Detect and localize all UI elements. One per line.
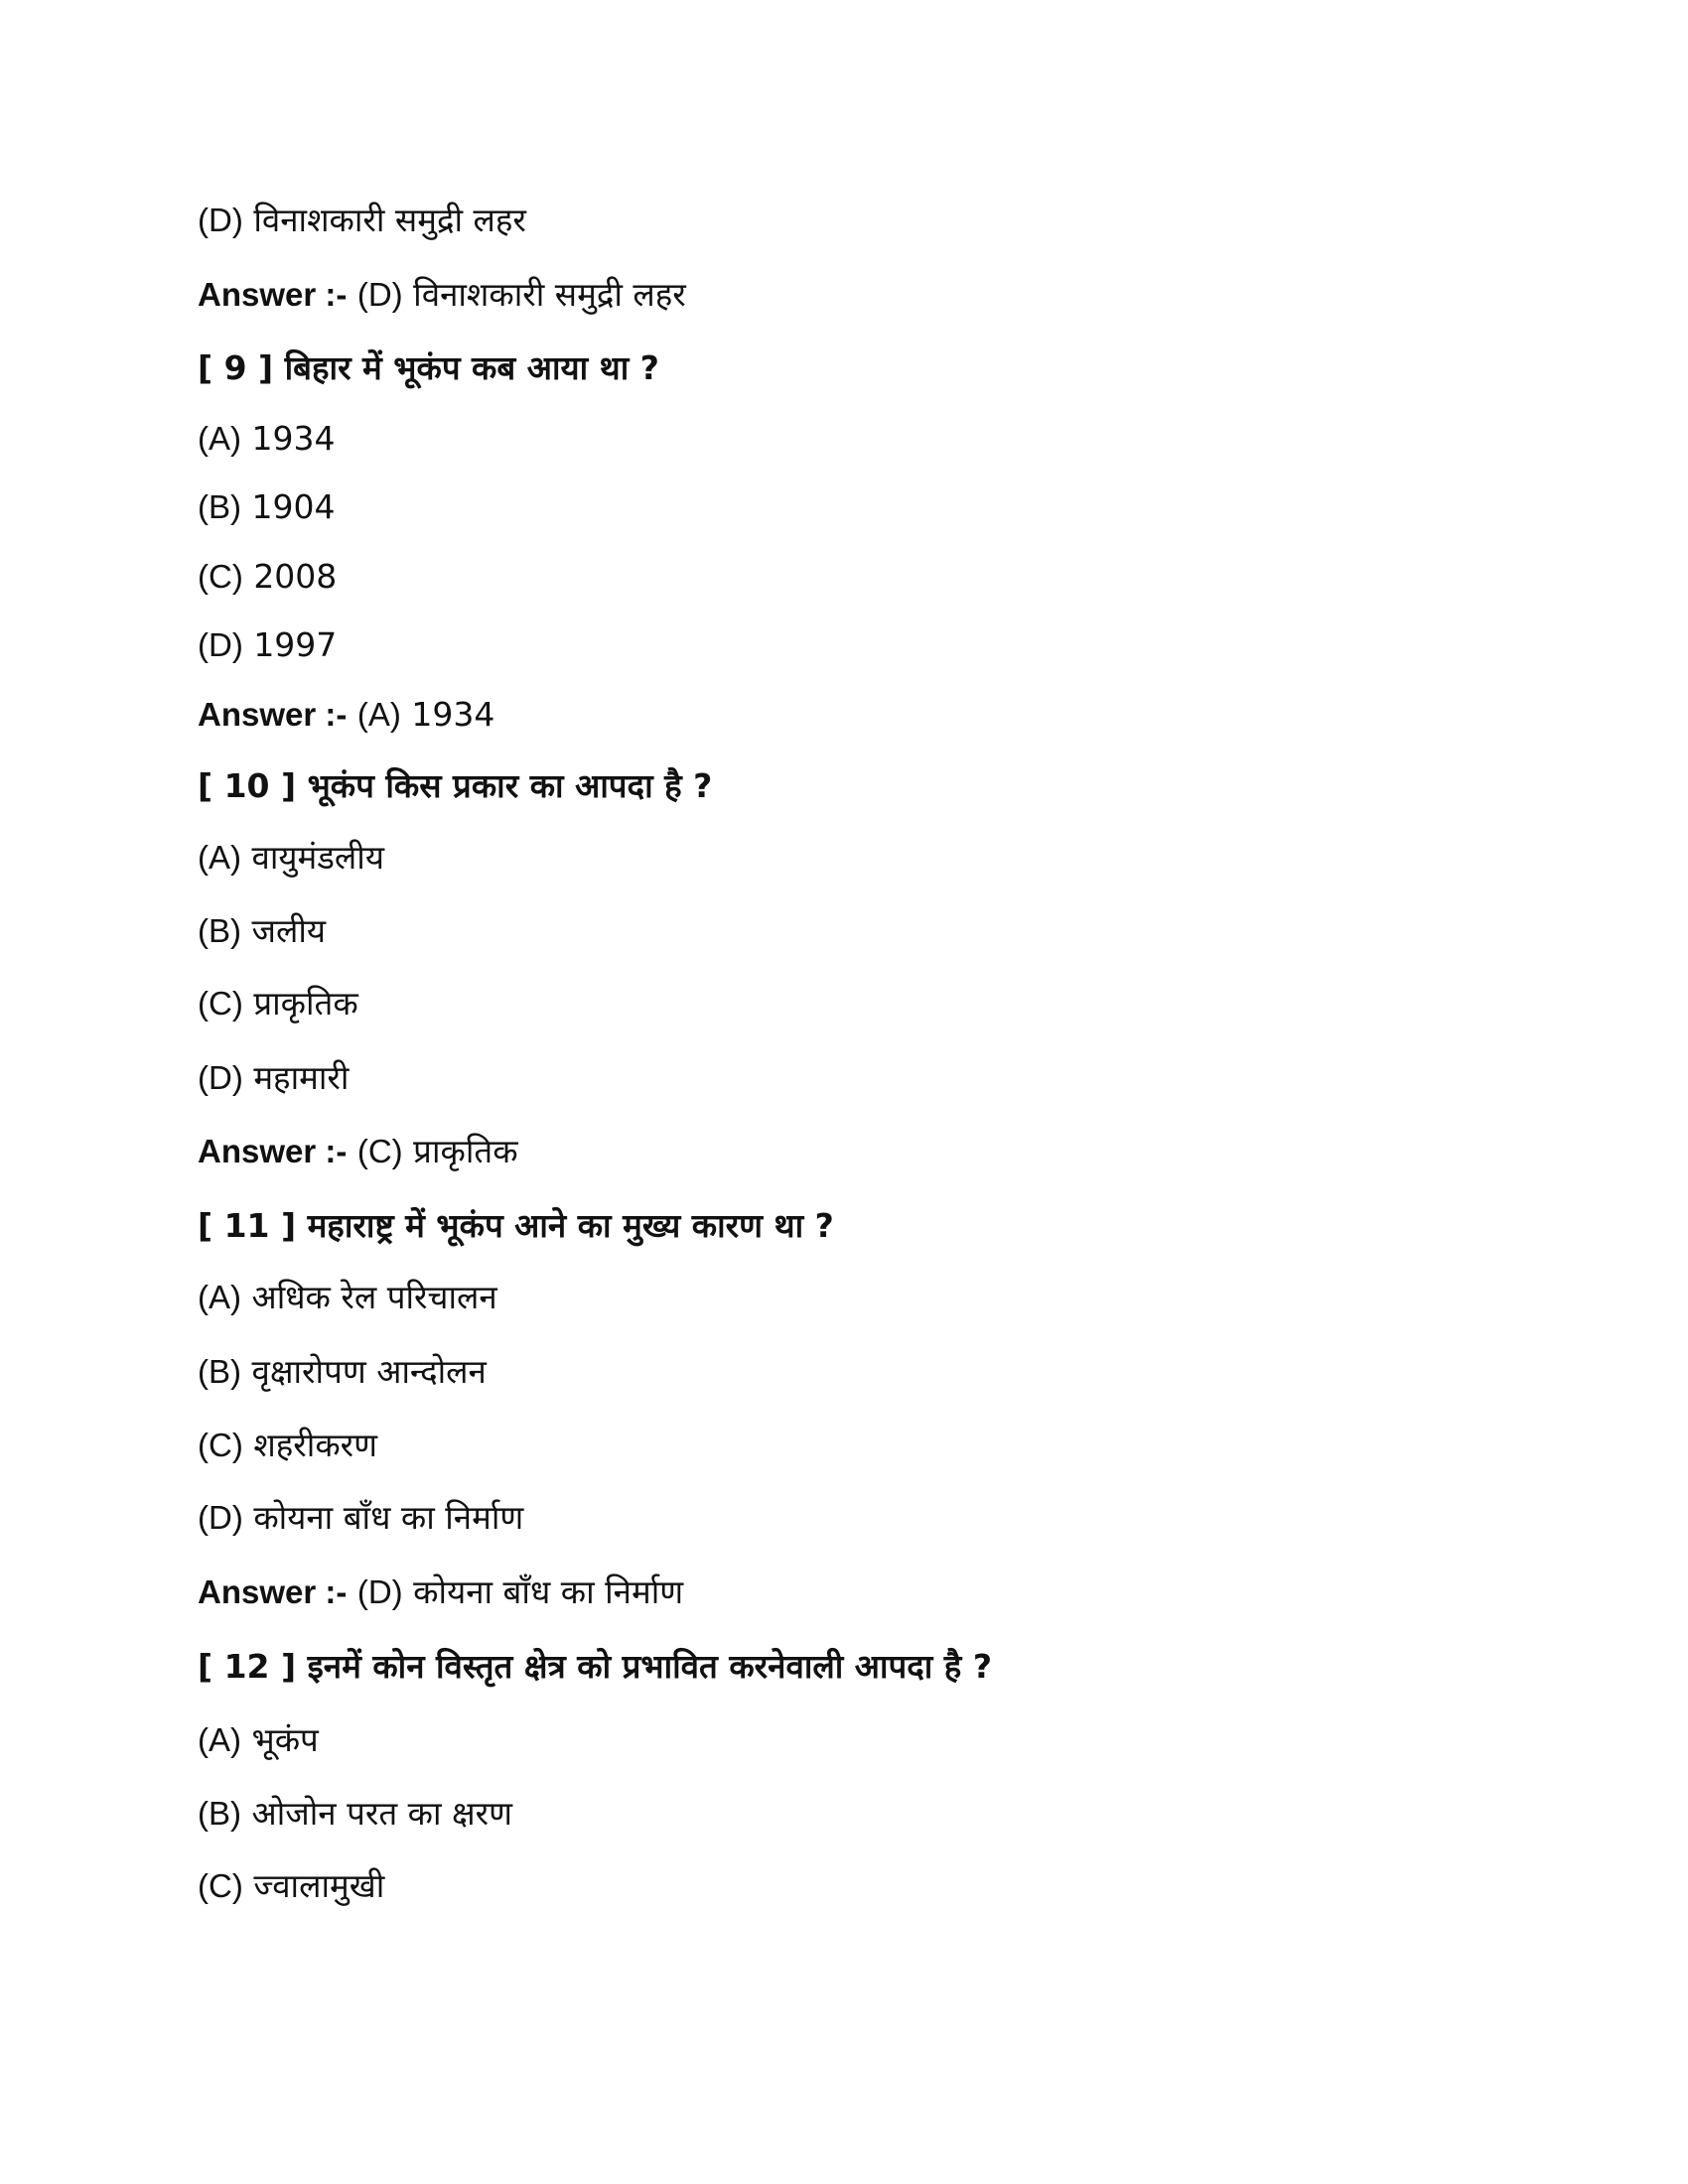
answer-label: Answer :-	[198, 1573, 348, 1610]
answer-line	[198, 273, 686, 317]
option-line	[198, 623, 337, 667]
option-key: (D)	[198, 1499, 243, 1536]
answer-line	[198, 1130, 518, 1173]
option-key: (C)	[198, 1867, 243, 1904]
option-key: (D)	[356, 1573, 403, 1610]
question-number: [ 10 ]	[198, 766, 297, 805]
question-text: बिहार में भूकंप कब आया था ?	[284, 348, 659, 387]
option-text: कोयना बाँध का निर्माण	[253, 1498, 524, 1537]
option-text: वृक्षारोपण आन्दोलन	[251, 1352, 487, 1391]
option-key: (B)	[198, 1353, 241, 1390]
answer-label: Answer :-	[198, 276, 348, 313]
option-line	[198, 1718, 319, 1762]
option-key: (D)	[356, 276, 403, 313]
option-text: 1934	[411, 695, 495, 734]
option-line	[198, 1424, 377, 1467]
option-text: ज्वालामुखी	[253, 1866, 385, 1905]
option-line	[198, 836, 384, 880]
option-key: (D)	[198, 1059, 243, 1096]
option-text: प्राकृतिक	[413, 1132, 518, 1170]
option-key: (C)	[198, 1427, 243, 1463]
option-line	[198, 909, 326, 953]
option-line	[198, 485, 335, 529]
option-key: (A)	[198, 1279, 241, 1315]
answer-line	[198, 693, 494, 737]
option-text: विनाशकारी समुद्री लहर	[253, 201, 526, 239]
option-text: अधिक रेल परिचालन	[251, 1278, 497, 1316]
option-key: (A)	[198, 420, 241, 457]
option-line	[198, 555, 337, 599]
option-text: कोयना बाँध का निर्माण	[413, 1572, 684, 1611]
option-line	[198, 1350, 487, 1394]
option-text: 1904	[251, 487, 336, 526]
option-text: महामारी	[253, 1058, 350, 1097]
option-text: 1997	[253, 625, 338, 664]
answer-line	[198, 1570, 683, 1614]
option-line	[198, 1056, 349, 1100]
question-heading	[198, 1645, 992, 1689]
option-key: (A)	[356, 696, 401, 733]
question-text: महाराष्ट्र में भूकंप आने का मुख्य कारण था ?	[307, 1206, 834, 1245]
option-key: (C)	[356, 1133, 403, 1169]
option-text: ओजोन परत का क्षरण	[251, 1794, 513, 1833]
question-number: [ 9 ]	[198, 348, 274, 387]
option-text: भूकंप	[251, 1720, 319, 1759]
option-key: (D)	[198, 202, 243, 238]
option-text: 2008	[253, 557, 338, 596]
question-heading	[198, 764, 712, 808]
option-key: (B)	[198, 912, 241, 949]
answer-label: Answer :-	[198, 1133, 348, 1169]
answer-label: Answer :-	[198, 696, 348, 733]
question-heading	[198, 1204, 834, 1248]
question-heading	[198, 346, 659, 390]
option-text: शहरीकरण	[253, 1426, 378, 1464]
option-text: प्राकृतिक	[253, 984, 358, 1023]
question-text: इनमें कोन विस्तृत क्षेत्र को प्रभावित करनेवाली आपदा है ?	[307, 1647, 992, 1686]
option-key: (B)	[198, 488, 241, 525]
question-number: [ 11 ]	[198, 1206, 297, 1245]
question-number: [ 12 ]	[198, 1647, 297, 1686]
option-line	[198, 982, 358, 1025]
option-line	[198, 1496, 523, 1540]
option-key: (A)	[198, 839, 241, 876]
option-text: विनाशकारी समुद्री लहर	[413, 275, 686, 314]
option-key: (C)	[198, 985, 243, 1022]
option-line	[198, 1792, 512, 1836]
option-line	[198, 1864, 384, 1908]
option-text: 1934	[251, 419, 336, 458]
option-line	[198, 1276, 497, 1319]
option-line	[198, 199, 526, 242]
option-key: (B)	[198, 1795, 241, 1832]
option-key: (A)	[198, 1721, 241, 1758]
question-text: भूकंप किस प्रकार का आपदा है ?	[307, 766, 713, 805]
option-key: (C)	[198, 558, 243, 595]
option-key: (D)	[198, 626, 243, 663]
option-text: वायुमंडलीय	[251, 838, 384, 877]
option-text: जलीय	[251, 911, 327, 950]
option-line	[198, 417, 335, 461]
